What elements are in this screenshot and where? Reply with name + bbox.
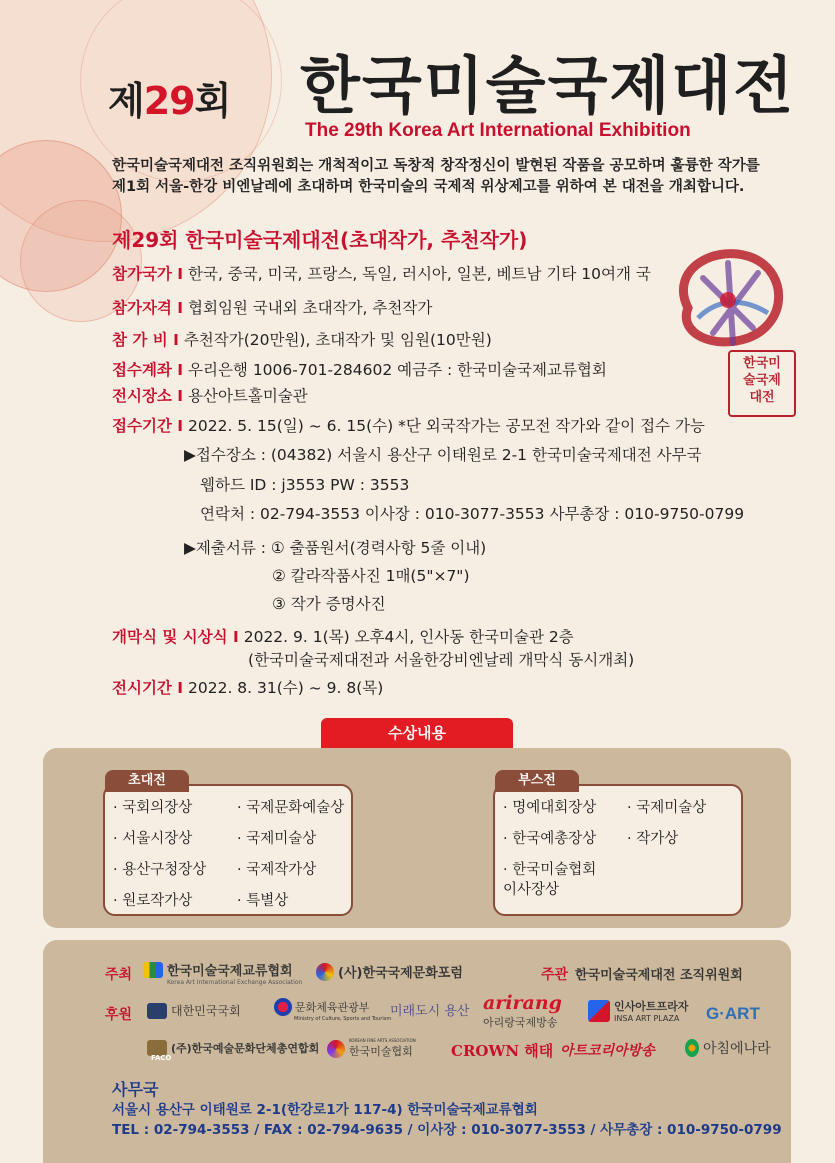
support-logo-achim (685, 1038, 771, 1058)
page-title: 한국미술국제대전 (300, 49, 796, 122)
seal-stamp (728, 350, 796, 417)
exhibition-period-row (112, 676, 383, 698)
host-logo-kaiea (143, 960, 302, 986)
intro-line: 한국미술국제대전 조직위원회는 개척적이고 독창적 창작정신이 발현된 작품을 공모하며 훌륭한 작가를 (112, 158, 760, 174)
kfaa-icon (327, 1040, 345, 1058)
award-item: · 국제미술상 (237, 831, 317, 847)
contact-info: 연락처 : 02-794-3553 이사장 : 010-3077-3553 사무총장 : 010-9750-0799 (200, 505, 745, 523)
assembly-icon (147, 1003, 167, 1019)
english-title: The 29th Korea Art International Exhibition (305, 120, 691, 141)
host1-name: 한국미술국제교류협회 (167, 964, 293, 979)
award-item: · 특별상 (237, 893, 289, 909)
support-logo-artkorea: 아트코리아방송 (560, 1043, 655, 1059)
row-value: 용산아트홀미술관 (188, 387, 308, 405)
forum-logo-icon (316, 963, 334, 981)
row-label: 전시장소 I (112, 387, 184, 405)
support-name: 인사아트프라자 (614, 1000, 689, 1013)
support-logo-kfaa (327, 1038, 416, 1059)
row-label: 접수계좌 I (112, 361, 184, 379)
award-item: · 한국예총장상 (503, 831, 597, 847)
opening-note: (한국미술국제대전과 서울한강비엔날레 개막식 동시개최) (248, 651, 635, 669)
support-logo-mcst (274, 998, 391, 1022)
insa-icon (588, 1000, 610, 1022)
row-value: 2022. 9. 1(목) 오후4시, 인사동 한국미술관 2층 (243, 628, 574, 646)
seal-line: 술국제 (743, 373, 781, 388)
award-item: · 명예대회장상 (503, 800, 597, 816)
award-item: · 한국미술협회 (503, 862, 597, 878)
kaiea-logo-icon (143, 962, 163, 978)
support-logo-gart: G·ART (706, 1004, 760, 1023)
row-value: 한국, 중국, 미국, 프랑스, 독일, 러시아, 일본, 베트남 기타 10여개 국 (188, 265, 651, 283)
documents-line-1: ▶제출서류 : ① 출품원서(경력사항 5줄 이내) (184, 539, 487, 557)
opening-row (112, 625, 574, 647)
section-title: 제29회 한국미술국제대전(초대작가, 추천작가) (112, 228, 528, 252)
support-name: 문화체육관광부 (295, 1001, 370, 1014)
organizer-label: 주관 (541, 967, 569, 983)
account-row (112, 358, 607, 380)
intro-line: 제1회 서울-한강 비엔날레에 초대하며 한국미술의 국제적 위상제고를 위하여 본 대전을 개최합니다. (112, 179, 745, 195)
award-item: · 서울시장상 (113, 831, 193, 847)
row-label: 전시기간 I (112, 679, 184, 697)
support-logo-yongsan: 미래도시 용산 (390, 1004, 470, 1019)
row-label: 참가국가 I (112, 265, 184, 283)
row-label: 개막식 및 시상식 I (112, 628, 239, 646)
row-value: 추천작가(20만원), 초대작가 및 임원(10만원) (183, 331, 492, 349)
office-contact: TEL : 02-794-3553 / FAX : 02-794-9635 / 이사장 : 010-3077-3553 / 사무총장 : 010-9750-0799 (112, 1122, 782, 1138)
support-name: 대한민국국회 (171, 1004, 241, 1018)
arirang-wordmark: arirang (483, 992, 562, 1014)
award-item: · 국제미술상 (627, 800, 707, 816)
award-item: · 국제작가상 (237, 862, 317, 878)
support-logo-assembly (147, 1002, 241, 1019)
period-row (112, 414, 705, 436)
fee-row (112, 328, 492, 350)
seal-line: 대전 (749, 390, 775, 405)
support-name: 한국미술협회 (349, 1045, 413, 1058)
support-logo-insa (588, 998, 688, 1023)
intro-text (112, 156, 792, 198)
host-logo-forum (316, 962, 463, 981)
host-label: 주최 (105, 967, 133, 983)
brush-circle-icon (658, 238, 798, 358)
row-label: 참 가 비 I (112, 331, 179, 349)
support-subtitle: Ministry of Culture, Sports and Tourism (294, 1016, 392, 1022)
edition-label: 제29회 (108, 79, 231, 123)
row-value: 우리은행 1006-701-284602 예금주 : 한국미술국제교류협회 (188, 361, 607, 379)
support-subtitle: INSA ART PLAZA (614, 1014, 680, 1023)
support-logo-faco (147, 1040, 320, 1062)
award-item: · 용산구청장상 (113, 862, 207, 878)
edition-number: 29 (143, 79, 195, 123)
row-label: 참가자격 I (112, 299, 184, 317)
row-value: 협회임원 국내외 초대작가, 추천작가 (188, 299, 433, 317)
office-address: 서울시 용산구 이태원로 2-1(한강로1가 117-4) 한국미술국제교류협회 (112, 1102, 538, 1118)
venue-row (112, 384, 308, 406)
award-item: · 작가상 (627, 831, 679, 847)
host2-name: (사)한국국제문화포럼 (338, 966, 463, 981)
invited-awards-box (103, 773, 353, 916)
award-item: · 국제문화예술상 (237, 800, 345, 816)
webhard-info: 웹하드 ID : j3553 PW : 3553 (200, 476, 410, 494)
support-name: 아침에나라 (703, 1041, 771, 1057)
row-value: 2022. 5. 15(일) ~ 6. 15(수) *단 외국작가는 공모전 작가와 같이 접수 가능 (188, 417, 705, 435)
qualification-row (112, 296, 432, 318)
office-title: 사무국 (112, 1080, 159, 1099)
award-item: · 국회의장상 (113, 800, 193, 816)
documents-line-2: ② 칼라작품사진 1매(5"×7") (272, 567, 470, 585)
arirang-korean: 아리랑국제방송 (483, 1016, 558, 1029)
reception-place: ▶접수장소 : (04382) 서울시 용산구 이태원로 2-1 한국미술국제대전 사무국 (184, 446, 702, 464)
awards-panel (43, 748, 791, 928)
seal-line: 한국미 (743, 356, 781, 371)
support-name: (주)한국예술문화단체총연합회 (171, 1042, 320, 1055)
achim-icon (685, 1039, 699, 1057)
organizer-name: 한국미술국제대전 조직위원회 (575, 968, 743, 983)
support-subtitle: KOREAN FINE ARTS ASSOCIATION (349, 1038, 416, 1043)
faco-sub: FACO (151, 1054, 172, 1062)
award-item: · 원로작가상 (113, 893, 193, 909)
row-label: 접수기간 I (112, 417, 184, 435)
support-logo-arirang (483, 992, 562, 1030)
countries-row (112, 262, 651, 284)
support-label: 후원 (105, 1007, 133, 1023)
row-value: 2022. 8. 31(수) ~ 9. 8(목) (188, 679, 384, 697)
booth-awards-title: 부스전 (495, 770, 579, 792)
host1-subtitle: Korea Art International Exchange Association (167, 979, 303, 986)
documents-line-3: ③ 작가 증명사진 (272, 595, 386, 613)
awards-tab: 수상내용 (321, 718, 513, 748)
mcst-icon (274, 998, 292, 1016)
award-item: 이사장상 (503, 882, 560, 898)
invited-awards-title: 초대전 (105, 770, 189, 792)
booth-awards-box (493, 773, 743, 916)
exhibition-seal-logo (658, 238, 798, 408)
support-logo-crown: CROWN 해태 (451, 1042, 554, 1060)
